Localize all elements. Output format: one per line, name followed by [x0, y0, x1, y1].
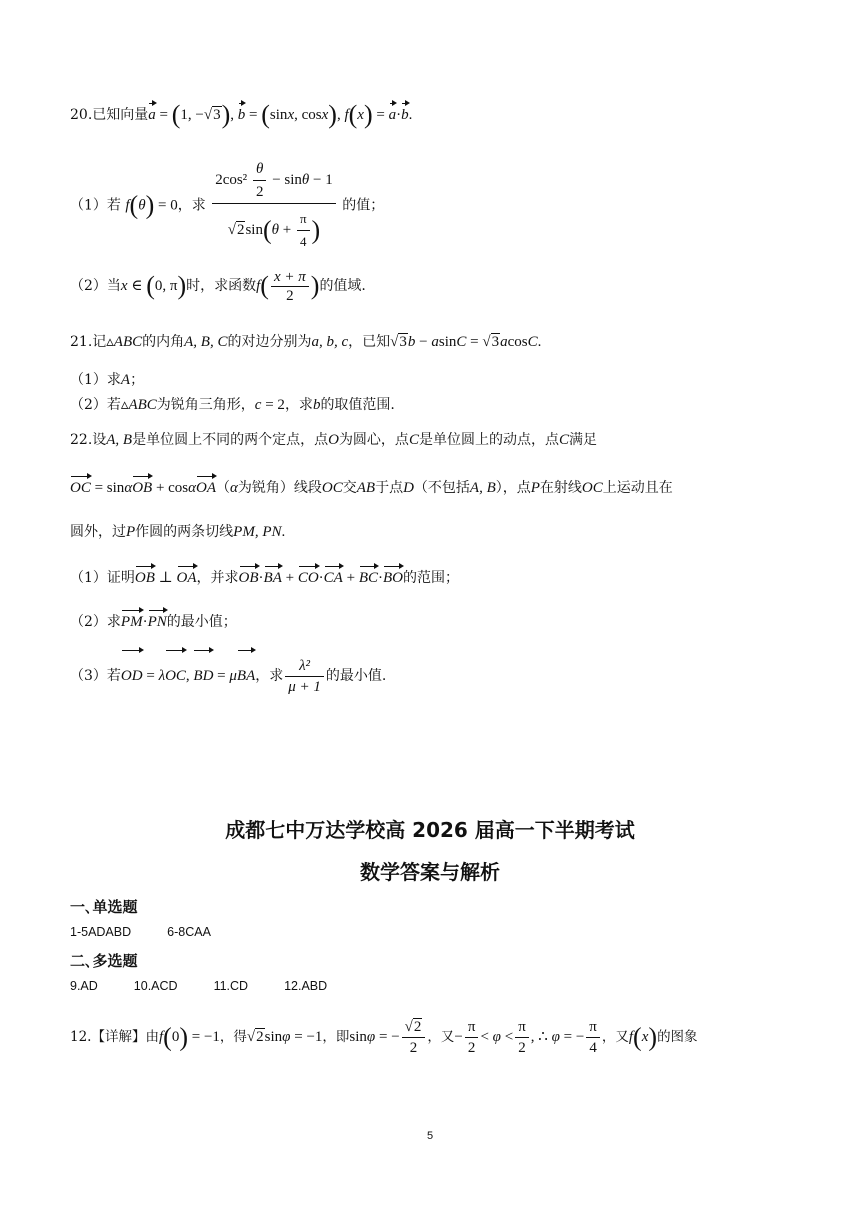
q20-p2-tail: 的值域.: [319, 278, 366, 294]
q21-part1: （1）求A；: [70, 372, 145, 388]
q20-p2-label: （2）当: [70, 278, 121, 294]
q22-stem-b: 是单位圆上不同的两个定点，点: [132, 432, 329, 448]
q21-part2: （2）若▵ABC为锐角三角形，c = 2，求b的取值范围.: [70, 397, 395, 413]
sol12-label: 12.【详解】由: [70, 1029, 159, 1045]
q21-stem-b: 的内角: [142, 334, 185, 350]
section1-answers: [70, 925, 247, 939]
q22-p3-a: （3）若: [70, 668, 121, 684]
q22-part2: （2）求PM·PN的最小值；: [70, 614, 237, 630]
q22-number: 22.: [70, 432, 93, 448]
q21-stem: 21.记▵ABC的内角A, B, C的对边分别为a, b, c，已知√3b − asinC = √3acosC.: [70, 334, 542, 350]
q22-line2-a: （: [216, 480, 231, 496]
q21-number: 21.: [70, 334, 93, 350]
q20-p1-mid: ，求: [177, 197, 206, 214]
q21-p1: （1）求: [70, 372, 121, 388]
q21-p2-d: 的取值范围.: [320, 397, 395, 413]
answer-group: 1-5ADABD: [70, 925, 132, 939]
q22-part3: （3）若OD = λOC, BD = μBA，求 $\frac{\text{λ²}}{\mu + 1}$ 的最小值.: [70, 652, 800, 700]
answer-title: 成都七中万达学校高 2026 届高一下半期考试: [225, 818, 635, 842]
q21-stem-a: 记: [92, 334, 107, 350]
q22-line2-h: 上运动且在: [602, 480, 673, 496]
answer-group: 10.ACD: [133, 979, 178, 993]
q22-p3-b: ，求: [255, 668, 284, 684]
q22-part1: （1）证明OB ⊥ OA，并求OB·BA + CO·CA + BC·BO的范围；: [70, 570, 459, 586]
q21-p2-c: ，求: [284, 397, 313, 413]
q22-line2-f: ），点: [495, 480, 531, 496]
q22-line3-b: 作圆的两条切线: [135, 524, 234, 540]
q22-stem-d: 是单位圆上的动点，点: [418, 432, 559, 448]
q22-p1-a: （1）证明: [70, 570, 135, 586]
q20-number: 20.: [70, 107, 93, 123]
q22-stem-c: 为圆心，点: [338, 432, 409, 448]
q21-stem-d: ，已知: [348, 334, 391, 350]
answer-group: 6-8CAA: [167, 925, 211, 939]
q20-part1: （1）若 f(θ) = 0，求 2cos² $\frac{\theta}{2}$ − sinθ − 1 √2sin(θ + $\frac{\pi}{4}$ ) 的值；: [70, 158, 800, 238]
q22-p1-b: ，并求: [196, 570, 239, 586]
q22-line2-g: 在射线: [539, 480, 582, 496]
sol12-b: ，即: [322, 1029, 350, 1045]
q21-stem-c: 的对边分别为: [227, 334, 312, 350]
q20-stem-text: 已知向量: [92, 107, 149, 123]
q22-p3-c: 的最小值.: [325, 668, 387, 684]
q22-stem-a: 设: [92, 432, 107, 448]
sol12-c: ，又: [427, 1029, 455, 1045]
sol12-e: 的图象: [657, 1029, 698, 1045]
q22-line2-e: （不包括: [413, 480, 470, 496]
page-number: 5: [426, 1130, 434, 1142]
section2-answers: [70, 979, 363, 993]
q22-line2-c: 交: [342, 480, 357, 496]
q22-stem-e: 满足: [568, 432, 597, 448]
q22-p1-c: 的范围；: [402, 570, 459, 586]
q20-p1-label: （1）若: [70, 197, 121, 214]
sol12-a: ，得: [219, 1029, 247, 1045]
q22-p2-b: 的最小值；: [166, 614, 237, 630]
q22-line2-b: 为锐角）线段: [237, 480, 322, 496]
sol12-d: ，又: [601, 1029, 629, 1045]
section2-heading: 二､多选题: [70, 952, 138, 970]
answer-subtitle: 数学答案与解析: [360, 860, 500, 884]
q20-p2-mid: 时，求函数: [186, 278, 257, 294]
q22-p2-a: （2）求: [70, 614, 121, 630]
answer-group: 12.ABD: [284, 979, 328, 993]
q20-part2: （2）当x ∈ (0, π)时，求函数f( $\frac{x + \pi}{2}$ )的值域.: [70, 268, 366, 304]
q22-stem: 22.设A, B是单位圆上不同的两个定点，点O为圆心，点C是单位圆上的动点，点C满足: [70, 432, 597, 448]
q21-p2-b: 为锐角三角形，: [156, 397, 255, 413]
q22-line3: 圆外，过P作圆的两条切线PM, PN.: [70, 524, 286, 540]
section1-heading: 一､单选题: [70, 898, 138, 916]
q20-stem: 20.已知向量a = (1, −√3), b = (sinx, cosx), f(x) = a·b.: [70, 100, 413, 129]
q22-line3-a: 圆外，过: [70, 524, 126, 540]
q21-p2-a: （2）若: [70, 397, 121, 413]
sol12-line: 12.【详解】由f(0) = −1，得√2sinφ = −1，即sinφ = − $\frac{√2}{2}$ ，又− $\frac{\pi}{2}$ < φ < $\frac{\pi}{2}$ , ∴ φ = − $\frac{\pi}{4}$ ，又f(x)的图象: [70, 1019, 698, 1056]
answer-group: 9.AD: [70, 979, 98, 993]
answer-group: 11.CD: [213, 979, 249, 993]
q20-p1-tail: 的值；: [342, 197, 385, 214]
q22-line2: OC = sinαOB + cosαOA（α为锐角）线段OC交AB于点D（不包括A, B），点P在射线OC上运动且在: [70, 480, 673, 496]
q22-line2-d: 于点: [375, 480, 404, 496]
